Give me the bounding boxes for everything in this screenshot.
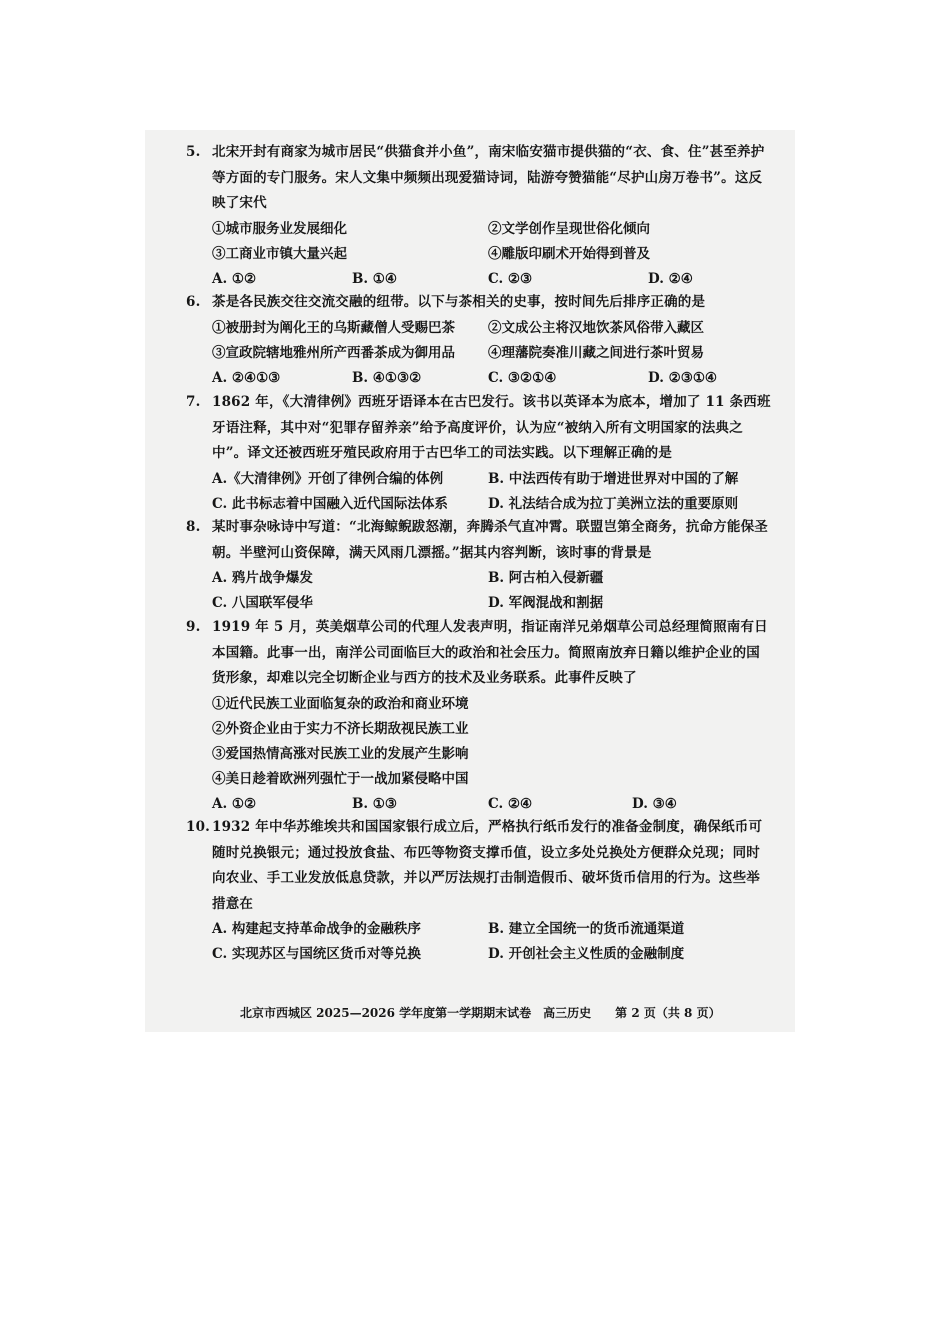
- statement: ④雕版印刷术开始得到普及: [488, 245, 650, 262]
- options-row: [212, 566, 772, 591]
- question-number: 6.: [186, 294, 201, 310]
- option-d: D. 军阀混战和割据: [488, 595, 604, 611]
- statement-row: [212, 217, 772, 242]
- options-row: [212, 917, 772, 942]
- statement: ④美日趁着欧洲列强忙于一战加紧侵略中国: [212, 770, 469, 787]
- question-stem: [186, 290, 772, 316]
- question-6: [186, 290, 772, 391]
- question-stem: [186, 390, 772, 467]
- statement: ①城市服务业发展细化: [212, 220, 347, 237]
- option-b: B. ④①③②: [352, 369, 422, 386]
- options-row: [212, 492, 772, 517]
- question-text: 某时事杂咏诗中写道：“北海鲸鲵跋怒潮，奔腾杀气直冲霄。联盟岂第全商务，抗命方能保圣朝。半壁河山资保障，满天风雨几漂摇。”据其内容判断，该时事的背景是: [212, 519, 768, 561]
- question-stem: [186, 515, 772, 566]
- option-c: C. 此书标志着中国融入近代国际法体系: [212, 495, 448, 512]
- options-row: [212, 591, 772, 616]
- statement-row: [212, 242, 772, 267]
- question-text: 北宋开封有商家为城市居民“供猫食并小鱼”，南宋临安猫市提供猫的“衣、食、住”甚至养护等方面的专门服务。宋人文集中频频出现爱猫诗词，陆游夸赞猫能“尽护山房万卷书”。这反映了宋代: [212, 144, 765, 211]
- statement: ①被册封为阐化王的乌斯藏僧人受赐巴茶: [212, 319, 455, 336]
- question-10: [186, 815, 772, 967]
- question-number: 9.: [186, 619, 201, 635]
- question-number: 10.: [186, 819, 211, 835]
- statement: ②文学创作呈现世俗化倾向: [488, 220, 650, 237]
- statement: ③工商业市镇大量兴起: [212, 245, 347, 262]
- option-d: D. ②③①④: [648, 369, 718, 386]
- option-d: D. ②④: [648, 270, 693, 287]
- statement: ③宣政院辖地雅州所产西番茶成为御用品: [212, 344, 455, 361]
- question-number: 5.: [186, 144, 201, 160]
- options-row: [212, 267, 772, 292]
- statement: ④理藩院奏准川藏之间进行茶叶贸易: [488, 344, 704, 361]
- option-a: A.《大清律例》开创了律例合编的体例: [212, 470, 444, 487]
- options-row: [212, 467, 772, 492]
- question-text: 1919 年 5 月，英美烟草公司的代理人发表声明，指证南洋兄弟烟草公司总经理简照南有日本国籍。此事一出，南洋公司面临巨大的政治和社会压力。简照南放弃日籍以维护企业的国货形象，却难以完全切断企业与西方的技术及业务联系。此事件反映了: [212, 619, 768, 686]
- statement: ③爱国热情高涨对民族工业的发展产生影响: [212, 745, 469, 762]
- option-b: B. 建立全国统一的货币流通渠道: [488, 921, 685, 937]
- question-stem: [186, 615, 772, 692]
- question-number: 7.: [186, 394, 201, 410]
- question-text: 1862 年，《大清律例》西班牙语译本在古巴发行。该书以英译本为底本，增加了 11 条西班牙语注释，其中对“犯罪存留养亲”给予高度评价，认为应“被纳入所有文明国家的法典之中”。译文还被西班牙殖民政府用于古巴华工的司法实践。以下理解正确的是: [212, 394, 771, 461]
- option-a: A. ②④①③: [212, 369, 281, 386]
- option-d: D. 开创社会主义性质的金融制度: [488, 946, 685, 962]
- question-stem: [186, 815, 772, 917]
- options-row: [212, 366, 772, 391]
- option-b: B. ①③: [352, 795, 398, 812]
- statement: ②文成公主将汉地饮茶风俗带入藏区: [488, 319, 704, 336]
- question-8: [186, 515, 772, 616]
- options-row: [212, 792, 772, 817]
- option-a: A. 鸦片战争爆发: [212, 570, 313, 586]
- statement-row: [212, 316, 772, 341]
- option-c: C. 八国联军侵华: [212, 595, 313, 611]
- question-text: 1932 年中华苏维埃共和国国家银行成立后，严格执行纸币发行的准备金制度，确保纸币可随时兑换银元；通过投放食盐、布匹等物资支撑币值，设立多处兑换处方便群众兑现；同时向农业、手工业发放低息贷款，并以严厉法规打击制造假币、破坏货币信用的行为。这些举措意在: [212, 819, 763, 912]
- option-c: C. ②④: [488, 795, 533, 812]
- question-stem: [186, 140, 772, 217]
- option-c: C. ②③: [488, 270, 533, 287]
- option-a: A. 构建起支持革命战争的金融秩序: [212, 921, 421, 937]
- options-row: [212, 942, 772, 967]
- question-7: [186, 390, 772, 517]
- question-9: [186, 615, 772, 817]
- option-d: D. 礼法结合成为拉丁美洲立法的重要原则: [488, 495, 739, 512]
- option-b: B. 中法西传有助于增进世界对中国的了解: [488, 470, 739, 487]
- question-5: [186, 140, 772, 292]
- statement: ①近代民族工业面临复杂的政治和商业环境: [212, 695, 469, 712]
- option-c: C. ③②①④: [488, 369, 557, 386]
- question-text: 茶是各民族交往交流交融的纽带。以下与茶相关的史事，按时间先后排序正确的是: [212, 294, 706, 310]
- question-number: 8.: [186, 519, 201, 535]
- statement: ②外资企业由于实力不济长期敌视民族工业: [212, 720, 469, 737]
- statement-row: [212, 341, 772, 366]
- option-a: A. ①②: [212, 270, 257, 287]
- option-d: D. ③④: [632, 795, 677, 812]
- option-b: B. ①④: [352, 270, 398, 287]
- page-footer: 北京市西城区 2025—2026 学年度第一学期期末试卷 高三历史 第 2 页（共 8 页）: [240, 1006, 721, 1020]
- option-c: C. 实现苏区与国统区货币对等兑换: [212, 946, 421, 962]
- option-a: A. ①②: [212, 795, 257, 812]
- option-b: B. 阿古柏入侵新疆: [488, 570, 604, 586]
